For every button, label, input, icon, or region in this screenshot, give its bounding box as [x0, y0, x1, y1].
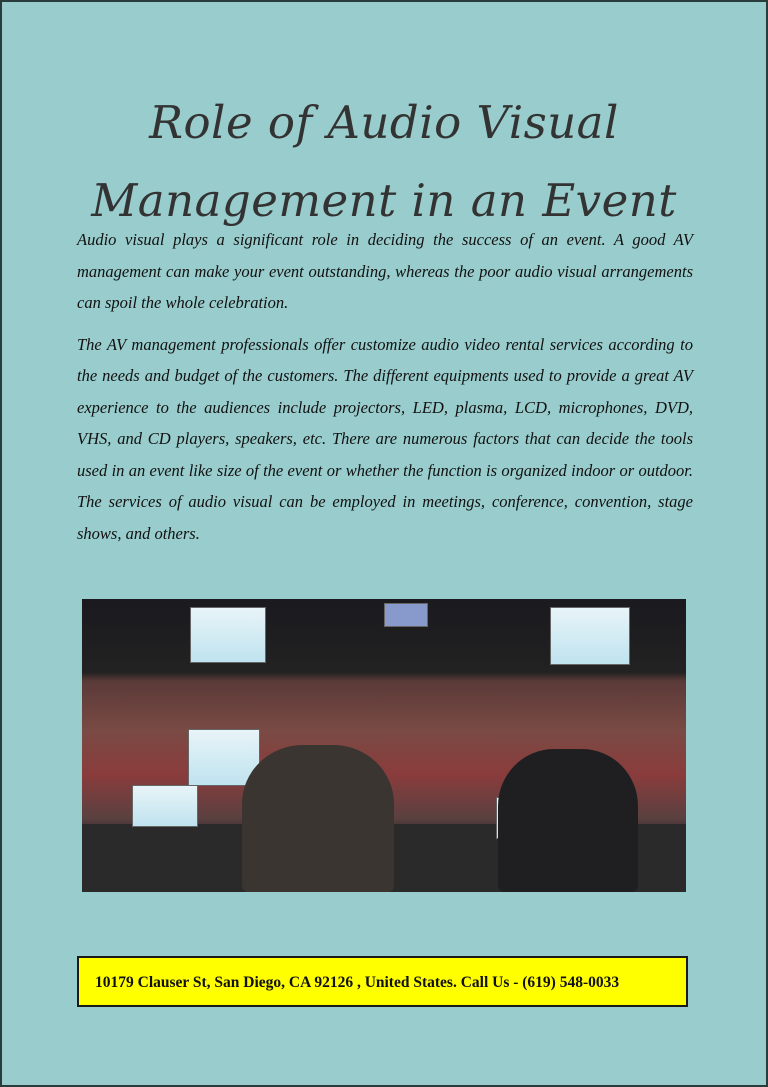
laptop-left	[132, 785, 198, 827]
conference-photo	[82, 599, 686, 892]
title-line-2: Management in an Event	[91, 174, 677, 227]
paragraph-services: The AV management professionals offer customize audio video rental services according to the needs and budget of the customers. The different equipments used to provide a great AV experience to the audiences include projectors, LED, plasma, LCD, microphones, DVD, VHS, and CD players, speakers, etc. There are numerous factors that can decide the tools used in an event like size of the event or whether the function is organized indoor or outdoor. The services of audio visual can be employed in meetings, conference, convention, stage shows, and others.	[77, 334, 693, 543]
page-title	[0, 84, 768, 240]
operator-left	[242, 745, 394, 892]
body-text	[77, 224, 693, 559]
projector-screen-right	[550, 607, 630, 665]
title-line-1: Role of Audio Visual	[149, 96, 619, 149]
projector-screen-left	[190, 607, 266, 663]
stage-banner	[384, 603, 428, 627]
operator-right	[498, 749, 638, 892]
contact-footer	[77, 956, 688, 1007]
paragraph-intro: Audio visual plays a significant role in deciding the success of an event. A good AV management can make your event outstanding, whereas the poor audio visual arrangements can spoil the whole celebration.	[77, 230, 693, 312]
contact-text: 10179 Clauser St, San Diego, CA 92126 , United States. Call Us - (619) 548-0033	[95, 974, 620, 991]
